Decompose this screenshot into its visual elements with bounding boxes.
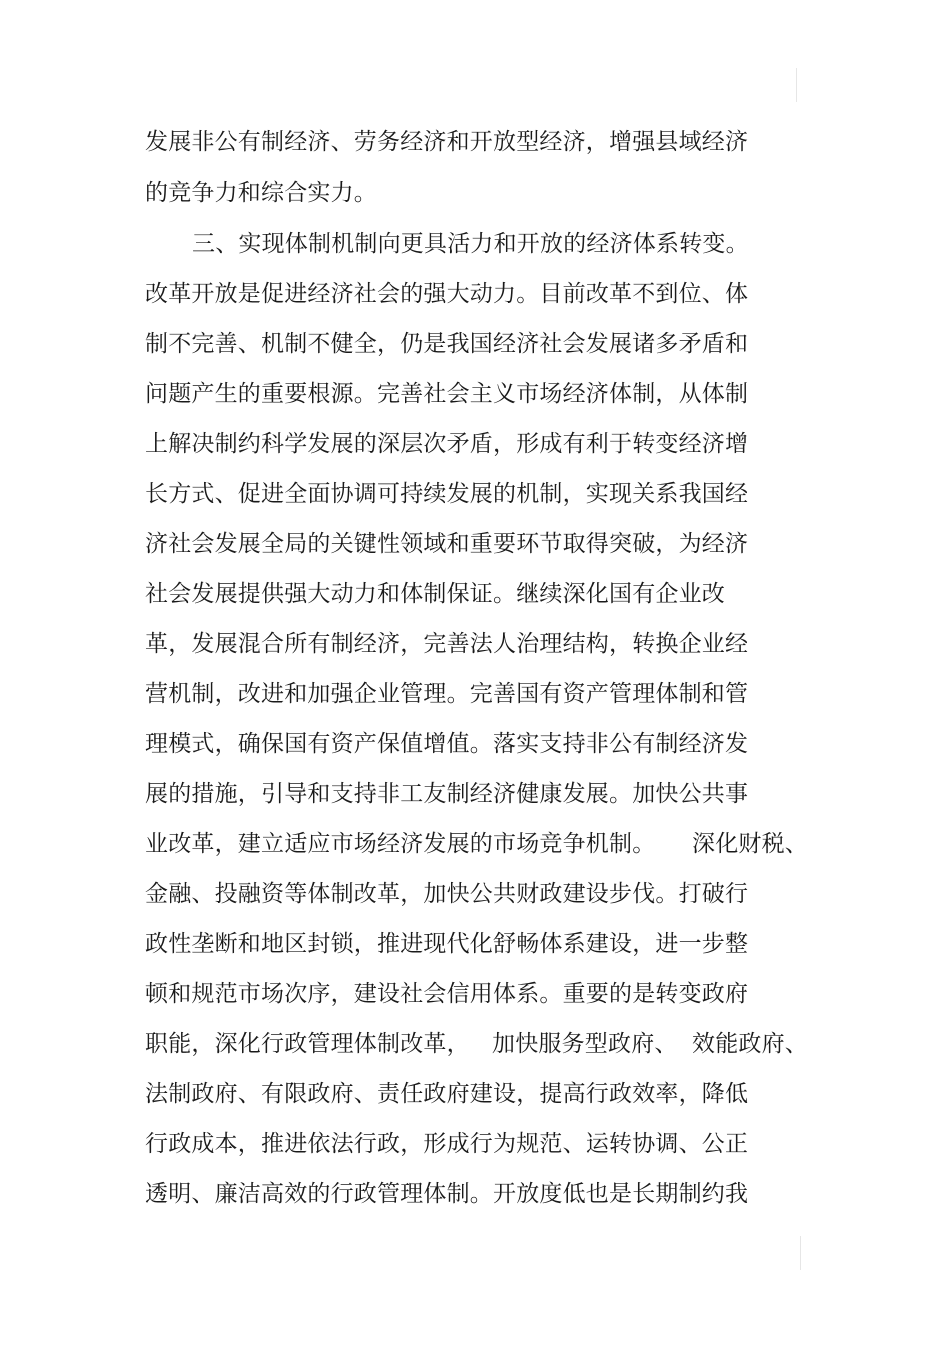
text-line: 的竞争力和综合实力。 [145,180,377,206]
text-line: 改革开放是促进经济社会的强大动力。目前改革不到位、体 [145,281,749,307]
text-line: 营机制，改进和加强企业管理。完善国有资产管理体制和管 [145,681,749,707]
text-line: 发展非公有制经济、劳务经济和开放型经济，增强县域经济 [145,129,749,155]
text-line: 金融、投融资等体制改革，加快公共财政建设步伐。打破行 [145,881,749,907]
text-line: 问题产生的重要根源。完善社会主义市场经济体制，从体制 [145,381,749,407]
text-line: 法制政府、有限政府、责任政府建设，提高行政效率，降低 [145,1081,749,1107]
text-line: 业改革，建立适应市场经济发展的市场竞争机制。 [145,831,656,857]
text-line: 行政成本，推进依法行政，形成行为规范、运转协调、公正 [145,1131,749,1157]
text-line: 理模式，确保国有资产保值增值。落实支持非公有制经济发 [145,731,749,757]
text-line: 透明、廉洁高效的行政管理体制。开放度低也是长期制约我 [145,1181,749,1207]
section-heading: 三、实现体制机制向更具活力和开放的经济体系转变。 [192,231,749,257]
text-line: 职能，深化行政管理体制改革， [145,1031,470,1057]
text-line: 政性垄断和地区封锁，推进现代化舒畅体系建设，进一步整 [145,931,749,957]
text-line: 顿和规范市场次序，建设社会信用体系。重要的是转变政府 [145,981,749,1007]
text-line: 展的措施，引导和支持非工友制经济健康发展。加快公共事 [145,781,749,807]
margin-mark-top [796,68,797,102]
text-line-fragment: 深化财税、 [692,831,808,857]
text-line: 济社会发展全局的关键性领域和重要环节取得突破，为经济 [145,531,749,557]
text-line: 社会发展提供强大动力和体制保证。继续深化国有企业改 [145,581,725,607]
margin-mark-bottom [800,1236,801,1270]
text-line: 制不完善、机制不健全，仍是我国经济社会发展诸多矛盾和 [145,331,749,357]
text-line: 上解决制约科学发展的深层次矛盾，形成有利于转变经济增 [145,431,749,457]
text-line-fragment: 加快服务型政府、 [492,1031,678,1057]
text-line: 长方式、促进全面协调可持续发展的机制，实现关系我国经 [145,481,749,507]
text-line-fragment: 效能政府、 [692,1031,808,1057]
text-line: 革，发展混合所有制经济，完善法人治理结构，转换企业经 [145,631,749,657]
